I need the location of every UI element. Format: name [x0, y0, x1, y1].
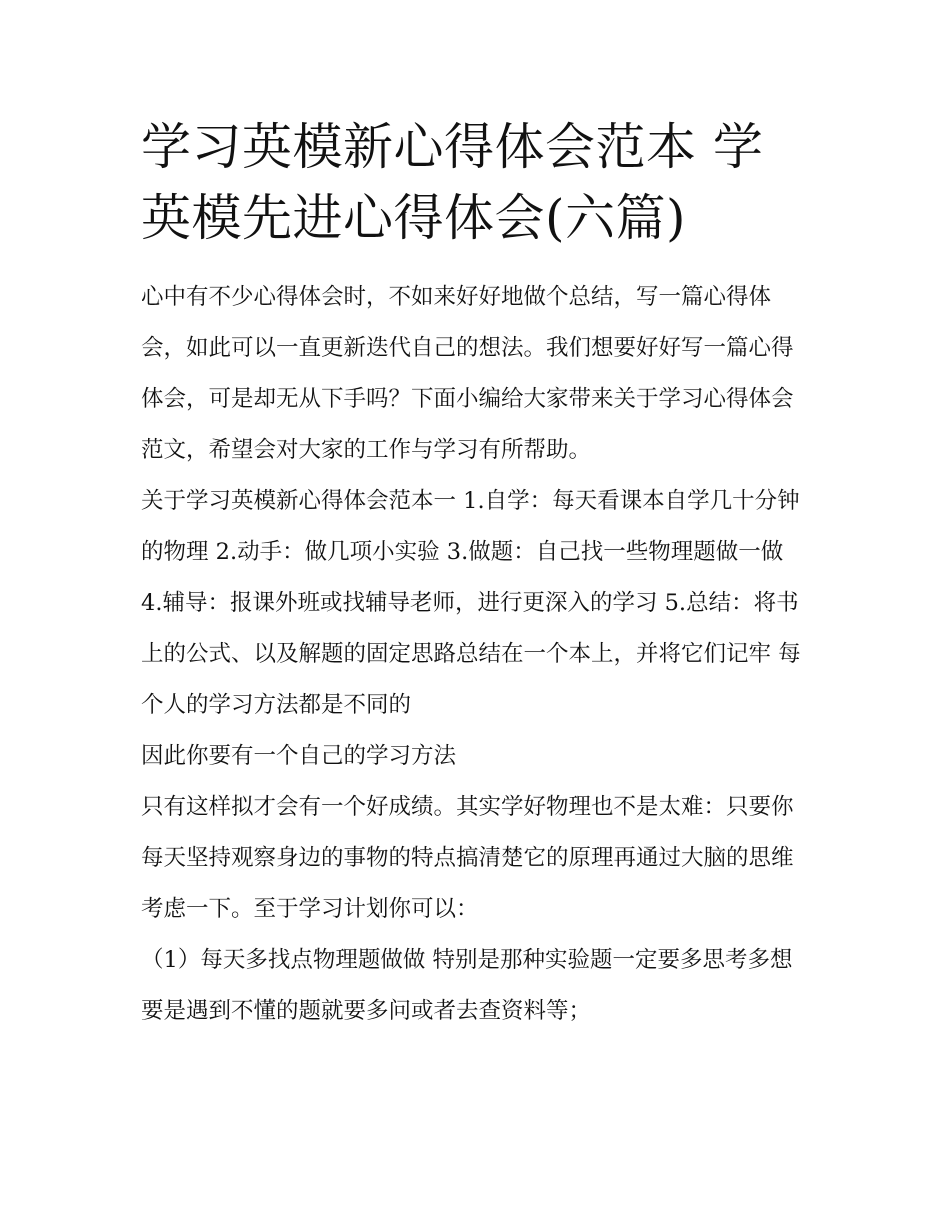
paragraph-method: 因此你要有一个自己的学习方法 — [141, 743, 457, 769]
document-title: 学习英模新心得体会范本 学英模先进心得体会(六篇) — [141, 118, 764, 247]
paragraph-sample-one: 关于学习英模新心得体会范本一 1.自学：每天看课本自学几十分钟的物理 2.动手：做几项小实验 3.做题：自己找一些物理题做一做 — [141, 488, 800, 565]
paragraph-intro: 心中有不少心得体会时，不如来好好地做个总结，写一篇心得体会，如此可以一直更新迭代自己的想法。我们想要好好写一篇心得体会，可是却无从下手吗？下面小编给大家带来关于学习心得体会范文，希望会对大家的工作与学习有所帮助。 — [141, 284, 794, 463]
document-body — [141, 272, 813, 1037]
paragraph-tutoring: 4.辅导：报课外班或找辅导老师，进行更深入的学习 5.总结：将书上的公式、以及解题的固定思路总结在一个本上，并将它们记牢 每个人的学习方法都是不同的 — [141, 590, 801, 718]
paragraph-plan-one: （1）每天多找点物理题做做 特别是那种实验题一定要多思考多想 要是遇到不懂的题就要多问或者去查资料等； — [141, 947, 793, 1024]
document-page — [141, 112, 813, 1037]
paragraph-physics: 只有这样拟才会有一个好成绩。其实学好物理也不是太难：只要你每天坚持观察身边的事物的特点搞清楚它的原理再通过大脑的思维考虑一下。至于学习计划你可以： — [141, 794, 794, 922]
